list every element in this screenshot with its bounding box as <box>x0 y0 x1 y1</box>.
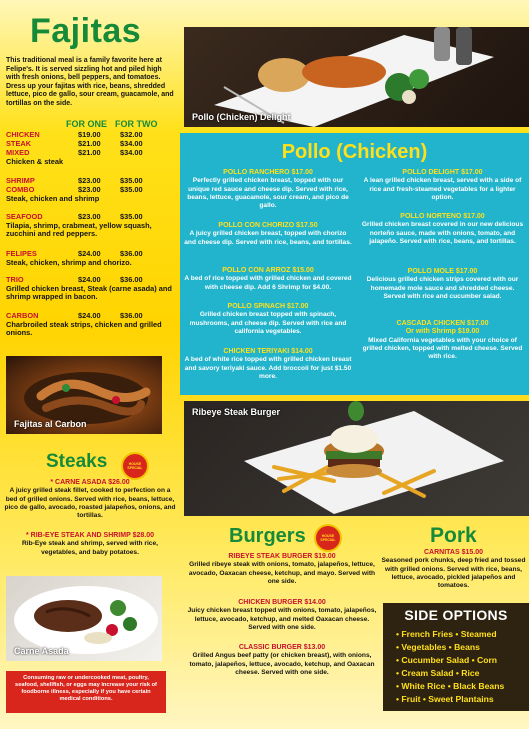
pollo-item-name: POLLO CON CHORIZO $17.50 <box>218 222 318 229</box>
pollo-item-name: POLLO DELIGHT $17.00 <box>402 169 483 176</box>
pork-item-desc: Seasoned pork chunks, deep fried and tossed with grilled onions. Served with rice, beans, lettuce, avocado, pickled jalapeños and tomatoes. <box>381 557 526 590</box>
pollo-item-desc: Mixed California vegetables with your choice of grilled chicken, topped with melted cheese. Served with rice. <box>362 336 523 361</box>
pollo-item <box>184 348 352 381</box>
fajita-item <box>6 186 174 203</box>
pollo-item-desc: A bed of rice topped with grilled chicken and covered with cheese dip. Add 6 Shrimp for $4.00. <box>184 275 352 291</box>
pollo-item <box>360 169 525 202</box>
side-options-box <box>383 603 529 711</box>
fajitas-al-carbon-photo <box>6 356 162 434</box>
pollo-item <box>184 169 352 210</box>
fajita-price-two: $35.00 <box>120 212 143 221</box>
pollo-item-desc: Perfectly grilled chicken breast, topped with our unique red sauce and cheese dip. Served with rice, beans, lettuce, guacamole, sour cream, and pico de gallo. <box>187 177 349 210</box>
fajita-price-two: $32.00 <box>120 130 143 139</box>
burger-item-name: CLASSIC BURGER $13.00 <box>238 644 326 651</box>
burger-item <box>184 599 380 632</box>
house-special-badge <box>314 524 342 552</box>
pollo-item-desc: Grilled chicken breast topped with spinach, mushrooms, and cheese dip. Served with rice and california vegetables. <box>189 311 347 335</box>
fajita-price-two: $34.00 <box>120 148 143 157</box>
photo-caption: Fajitas al Carbon <box>14 419 87 429</box>
fajita-item <box>6 250 174 267</box>
steak-item-desc: Rib-Eye steak and shrimp, served with rice, vegetables, and baby potatoes. <box>22 540 158 556</box>
side-option-line: • Cream Salad • Rice <box>396 668 480 678</box>
fajita-name: CHICKEN <box>6 130 40 139</box>
fajita-price-one: $24.00 <box>78 249 101 258</box>
steak-item-desc: A juicy grilled steak fillet, cooked to perfection on a bed of grilled onions. Served with rice, beans, lettuce, pico de gallo, avocado, roasted jalapeños, onions, and tortillas. <box>4 487 176 520</box>
pollo-delight-photo <box>184 27 529 127</box>
burger-item <box>184 644 380 677</box>
fajita-name: FELIPES <box>6 249 37 258</box>
pollo-item <box>360 320 525 361</box>
fajita-item <box>6 312 174 338</box>
fajita-item <box>6 276 174 302</box>
pollo-item-desc: A bed of white rice topped with grilled chicken breast and savory teriyaki sauce. Add broccoli for just $1.50 more. <box>184 356 352 380</box>
pollo-item-name: POLLO NORTENO $17.00 <box>400 213 485 220</box>
fajita-price-one: $23.00 <box>78 185 101 194</box>
pollo-item-desc: Grilled chicken breast covered in our new delicious norteño sauce, made with onions, tomato, and jalapeño. Served with rice, beans, and tortillas. <box>361 221 524 245</box>
pollo-item <box>184 303 352 336</box>
carne-asada-photo <box>6 576 162 661</box>
burger-item-name: RIBEYE STEAK BURGER $19.00 <box>228 553 336 560</box>
fajita-desc: Steak, chicken, shrimp and chorizo. <box>6 257 132 267</box>
burger-plate-icon <box>184 401 529 516</box>
burger-item-name: CHICKEN BURGER $14.00 <box>238 599 326 606</box>
ribeye-burger-photo <box>184 401 529 516</box>
pollo-item <box>360 213 525 246</box>
steak-item-name: * RIB-EYE STEAK AND SHRIMP $28.00 <box>26 532 154 539</box>
fajita-price-two: $36.00 <box>120 249 143 258</box>
fajita-item <box>6 213 174 239</box>
pollo-item-desc: A lean grilled chicken breast, served with a side of rice and fresh-steamed vegetables for a lighter option. <box>363 177 522 201</box>
fajita-price-one: $19.00 <box>78 130 101 139</box>
steak-item <box>4 479 176 520</box>
pollo-item <box>360 268 525 301</box>
fajita-price-two: $36.00 <box>120 311 143 320</box>
fajita-price-one: $24.00 <box>78 311 101 320</box>
pollo-section <box>180 133 529 395</box>
fajita-price-one: $21.00 <box>78 139 101 148</box>
pollo-item-name: POLLO SPINACH $17.00 <box>227 303 309 310</box>
house-special-badge <box>121 452 149 480</box>
burger-item-desc: Juicy chicken breast topped with onions, tomato, jalapeños, lettuce, avocado, ketchup, and melted Oaxacan cheese. Served with one side. <box>187 607 377 631</box>
fajita-price-one: $23.00 <box>78 176 101 185</box>
pollo-item-desc: Delicious grilled chicken strips covered with our homemade mole sauce and shredded cheese. Served with rice and cucumber salad. <box>366 276 519 300</box>
fajita-name: COMBO <box>6 185 35 194</box>
steaks-title: Steaks <box>46 451 108 472</box>
side-option-line: • White Rice • Black Beans <box>396 681 505 691</box>
burgers-title: Burgers <box>229 525 306 547</box>
fajita-desc: Steak, chicken and shrimp <box>6 193 100 203</box>
side-option-line: • Cucumber Salad • Corn <box>396 655 498 665</box>
pork-item-name: CARNITAS $15.00 <box>423 549 483 556</box>
fajita-name: TRIO <box>6 275 24 284</box>
fajita-name: SHRIMP <box>6 176 35 185</box>
steak-item <box>4 532 176 557</box>
fajita-name: SEAFOOD <box>6 212 43 221</box>
badge-text: HOUSE SPECIAL <box>127 462 143 470</box>
fajitas-title: Fajitas <box>30 12 142 50</box>
fajita-desc: Chicken & steak <box>6 156 64 166</box>
side-option-line: • Fruit • Sweet Plantains <box>396 694 494 704</box>
burger-item <box>184 553 380 586</box>
fajita-price-one: $23.00 <box>78 212 101 221</box>
steak-item-name: * CARNE ASADA $26.00 <box>50 479 130 486</box>
pollo-item-extra: Or with Shrimp $19.00 <box>405 328 480 336</box>
pollo-item-name: POLLO CON ARROZ $15.00 <box>222 267 314 274</box>
fajita-desc: Grilled chicken breast, Steak (carne asada) and shrimp wrapped in bacon. <box>6 283 172 302</box>
pollo-item <box>184 267 352 292</box>
burger-item-desc: Grilled Angus beef patty (or chicken breast), with onions, tomato, jalapeños, lettuce, avocado, ketchup, and Oaxacan cheese. Served with one side. <box>189 652 375 676</box>
pork-title: Pork <box>430 524 477 547</box>
price-header-two: FOR TWO <box>115 119 158 129</box>
fajita-price-two: $35.00 <box>120 185 143 194</box>
pollo-item-name: CHICKEN TERIYAKI $14.00 <box>223 348 313 355</box>
side-option-line: • Vegetables • Beans <box>396 642 480 652</box>
badge-text: HOUSE SPECIAL <box>320 534 336 542</box>
fajita-name: CARBON <box>6 311 39 320</box>
price-header-one: FOR ONE <box>66 119 108 129</box>
fajita-price-two: $34.00 <box>120 139 143 148</box>
fajita-name: MIXED <box>6 148 30 157</box>
fajita-price-two: $35.00 <box>120 176 143 185</box>
pollo-item-name: POLLO MOLE $17.00 <box>407 268 478 275</box>
pollo-item-desc: A juicy grilled chicken breast, topped with chorizo and cheese dip. Served with rice, beans, and tortillas. <box>184 230 352 246</box>
photo-caption: Ribeye Steak Burger <box>192 407 281 417</box>
photo-caption: Pollo (Chicken) Delight <box>192 112 291 122</box>
side-option-line: • French Fries • Steamed <box>396 629 497 639</box>
pollo-item-name: POLLO RANCHERO $17.00 <box>223 169 313 176</box>
fajita-price-one: $21.00 <box>78 148 101 157</box>
pollo-item-name: CASCADA CHICKEN $17.00 <box>396 320 489 327</box>
side-options-title: SIDE OPTIONS <box>404 607 508 623</box>
fajita-desc: Charbroiled steak strips, chicken and grilled onions. <box>6 319 162 338</box>
pollo-title: Pollo (Chicken) <box>281 141 428 163</box>
fajita-name: STEAK <box>6 139 32 148</box>
fajita-desc: Tilapia, shrimp, crabmeat, yellow squash, zucchini and red peppers. <box>6 220 152 239</box>
photo-caption: Carne Asada <box>14 646 69 656</box>
fajitas-description: This traditional meal is a family favorite here at Felipe's. It is served sizzling hot and piled high with fresh onions, bell peppers, and tomatoes. Dress up your fajitas with rice, beans, shredded lettuce, pico de gallo, sour cream, guacamole, and tortillas on the side. <box>6 57 174 107</box>
fajita-price-two: $36.00 <box>120 275 143 284</box>
fajita-price-one: $24.00 <box>78 275 101 284</box>
food-safety-warning: Consuming raw or undercooked meat, poultry, seafood, shellfish, or eggs may increase your risk of foodborne illness, especially if you have certain medical conditions. <box>6 671 166 713</box>
burger-item-desc: Grilled ribeye steak with onions, tomato, jalapeños, lettuce, avocado, Oaxacan cheese, ketchup, and mayo. Served with one side. <box>188 561 376 585</box>
pollo-item <box>184 222 352 247</box>
fajita-item <box>6 149 174 166</box>
pork-item <box>378 549 529 590</box>
